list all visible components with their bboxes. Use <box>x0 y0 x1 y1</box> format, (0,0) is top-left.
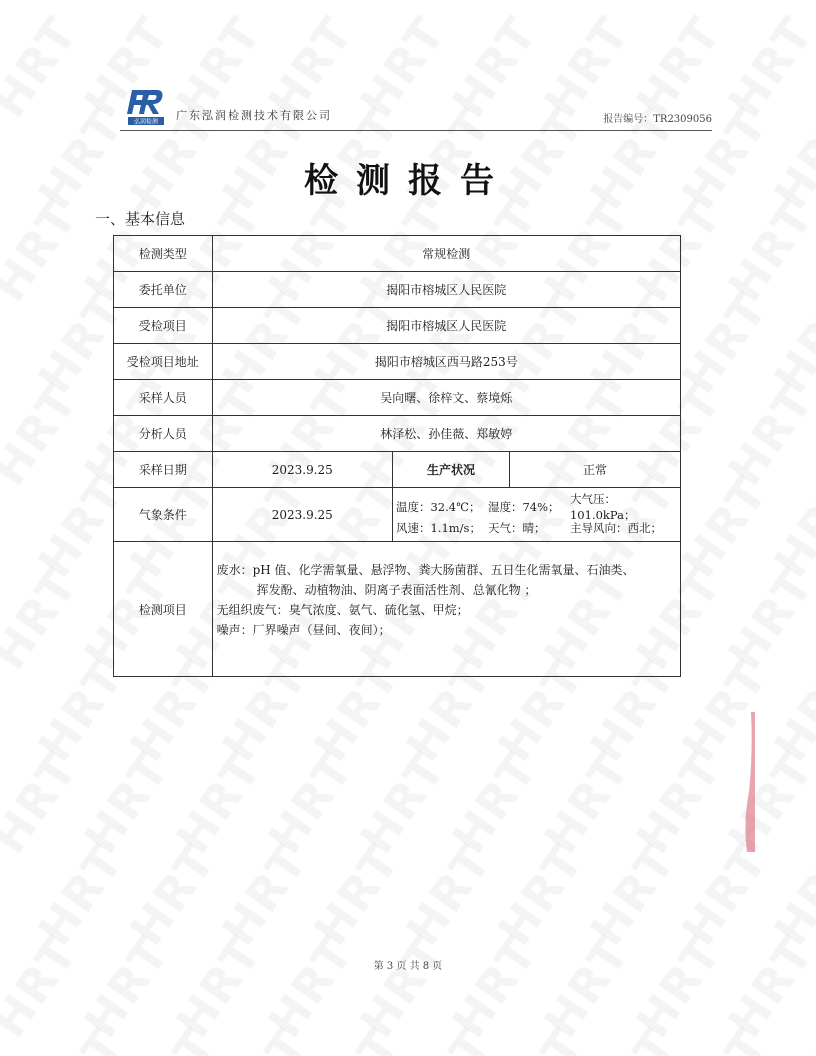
report-header <box>120 86 712 132</box>
table-row <box>114 272 681 308</box>
table-row <box>114 344 681 380</box>
watermark-text <box>579 1019 686 1056</box>
table-row <box>114 236 681 272</box>
test-items-line: 无组织废气：臭气浓度、氨气、硫化氢、甲烷； <box>216 603 469 617</box>
wind-speed: 风速：1.1m/s； <box>395 521 481 535</box>
watermark-text <box>763 283 816 403</box>
row-label: 分析人员 <box>114 416 213 452</box>
watermark-text <box>533 927 640 1047</box>
watermark-text <box>717 927 816 1047</box>
watermark-text <box>763 467 816 587</box>
watermark-text <box>487 1019 594 1056</box>
table-row <box>114 308 681 344</box>
watermark-text <box>717 559 816 679</box>
test-items-line: 噪声：厂界噪声（昼间、夜间）； <box>216 623 391 637</box>
table-row <box>114 380 681 416</box>
table-row <box>114 452 681 488</box>
watermark-text <box>257 927 364 1047</box>
row-value: 揭阳市榕城区西马路253号 <box>212 344 680 380</box>
watermark-text <box>625 927 732 1047</box>
watermark-text <box>0 191 88 311</box>
test-items-label: 检测项目 <box>114 542 213 677</box>
report-number <box>603 110 712 125</box>
seal-stamp-edge <box>741 712 755 852</box>
report-number-value: TR2309056 <box>653 114 712 125</box>
watermark-text <box>579 835 686 955</box>
header-divider <box>120 130 712 131</box>
watermark-text <box>257 743 364 863</box>
watermark-text <box>625 743 732 863</box>
watermark-text <box>0 559 88 679</box>
row-value: 吴向曙、徐梓文、蔡境烁 <box>212 380 680 416</box>
row-label: 采样人员 <box>114 380 213 416</box>
row-value: 林泽松、孙佳薇、郑敏婷 <box>212 416 680 452</box>
watermark-text <box>0 375 88 495</box>
watermark-text <box>73 743 180 863</box>
watermark-text <box>763 835 816 955</box>
row-value: 揭阳市榕城区人民医院 <box>212 272 680 308</box>
row-value: 揭阳市榕城区人民医院 <box>212 308 680 344</box>
watermark-text <box>303 1019 410 1056</box>
report-number-label: 报告编号： <box>603 114 654 125</box>
report-title: 检测报告 <box>304 161 512 201</box>
weather-label: 气象条件 <box>114 488 213 542</box>
watermark-text <box>0 743 88 863</box>
watermark-text <box>717 191 816 311</box>
production-status-value: 正常 <box>510 452 681 488</box>
weather-date: 2023.9.25 <box>212 488 392 542</box>
watermark-text <box>73 927 180 1047</box>
sampling-date-value: 2023.9.25 <box>212 452 392 488</box>
watermark-text <box>671 835 778 955</box>
row-value: 常规检测 <box>212 236 680 272</box>
watermark-text <box>441 927 548 1047</box>
watermark-text <box>395 835 502 955</box>
pressure: 大气压：101.0kPa； <box>569 492 636 522</box>
watermark-text <box>0 7 88 127</box>
watermark-text <box>119 1019 226 1056</box>
watermark-text <box>533 743 640 863</box>
watermark-text <box>763 651 816 771</box>
humidity: 湿度：74%； <box>487 500 560 514</box>
watermark-text <box>717 7 816 127</box>
page-number: 第 3 页 共 8 页 <box>373 961 443 972</box>
company-logo <box>126 86 166 126</box>
watermark-text <box>763 1019 816 1056</box>
watermark-text <box>671 467 778 587</box>
watermark-text <box>0 927 88 1047</box>
watermark-text <box>27 1019 134 1056</box>
watermark-text <box>717 375 816 495</box>
watermark-text <box>211 1019 318 1056</box>
watermark-text <box>395 1019 502 1056</box>
table-row <box>114 488 681 542</box>
watermark-text <box>671 283 778 403</box>
production-status-label: 生产状况 <box>392 452 509 488</box>
watermark-text <box>717 743 816 863</box>
watermark-text <box>671 1019 778 1056</box>
watermark-text <box>27 835 134 955</box>
weather-details <box>392 488 680 542</box>
test-items-line: 挥发酚、动植物油、阴离子表面活性剂、总氰化物 ； <box>256 583 537 597</box>
watermark-text <box>441 743 548 863</box>
basic-info-table <box>113 235 681 677</box>
row-label: 检测类型 <box>114 236 213 272</box>
watermark-text <box>349 743 456 863</box>
temperature: 温度：32.4℃； <box>395 500 481 514</box>
row-label: 受检项目地址 <box>114 344 213 380</box>
table-row <box>114 416 681 452</box>
company-name: 广东泓润检测技术有限公司 <box>176 109 332 122</box>
sky-condition: 天气：晴； <box>487 521 546 535</box>
watermark-text <box>119 835 226 955</box>
sampling-date-label: 采样日期 <box>114 452 213 488</box>
section-title: 一、基本信息 <box>95 210 186 228</box>
watermark-text <box>211 835 318 955</box>
test-items <box>212 542 680 677</box>
watermark-text <box>303 835 410 955</box>
watermark-text <box>165 927 272 1047</box>
table-row <box>114 542 681 677</box>
logo-text: 弘润检测 <box>133 118 159 126</box>
watermark-text <box>487 835 594 955</box>
watermark-text <box>165 743 272 863</box>
row-label: 受检项目 <box>114 308 213 344</box>
watermark-text <box>671 651 778 771</box>
watermark-text <box>349 927 456 1047</box>
test-items-line: 废水：pH 值、化学需氧量、悬浮物、粪大肠菌群、五日生化需氧量、石油类、 <box>216 563 635 577</box>
wind-direction: 主导风向：西北； <box>569 521 662 535</box>
row-label: 委托单位 <box>114 272 213 308</box>
